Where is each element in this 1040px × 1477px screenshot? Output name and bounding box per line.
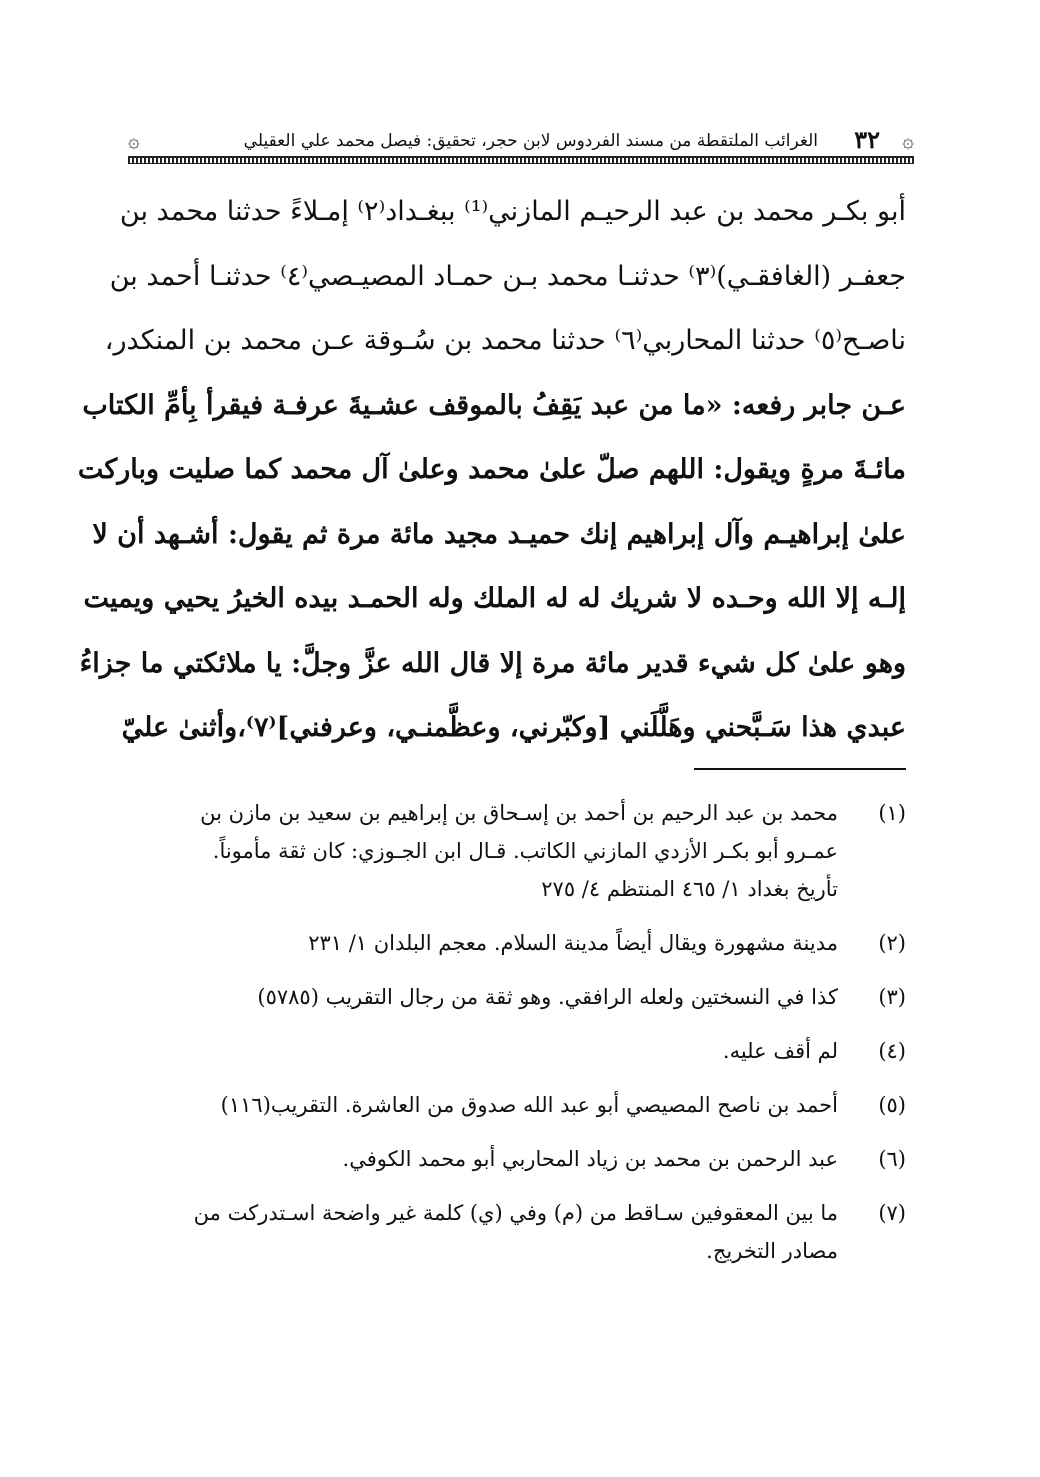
footnote-line: عمـرو أبو بكـر الأزدي المازني الكاتب. قـال ابن الجـوزي: كان ثقة مأموناً. xyxy=(212,839,838,863)
footnote-line: مصادر التخريج. xyxy=(706,1239,838,1263)
footnote-line: أحمد بن ناصح المصيصي أبو عبد الله صدوق من العاشرة. التقريب(١١٦) xyxy=(220,1093,838,1117)
page-number: ٣٢ xyxy=(854,125,880,154)
main-text xyxy=(77,180,906,761)
footnote-number: (١) xyxy=(878,801,906,825)
footnote-number: (٢) xyxy=(878,931,906,955)
footnote-line: كذا في النسختين ولعله الرافقي. وهو ثقة من رجال التقريب (٥٧٨٥) xyxy=(257,985,838,1009)
header-rule xyxy=(128,156,914,164)
footnote-line: محمد بن عبد الرحيم بن أحمد بن إسـحاق بن إبراهيم بن سعيد بن مازن بن xyxy=(200,801,838,825)
ornament-icon: ۞ xyxy=(128,128,140,152)
footnote-line: عبد الرحمن بن محمد بن زياد المحاربي أبو محمد الكوفي. xyxy=(342,1147,838,1171)
text-line: علىٰ إبراهيـم وآل إبراهيم إنك حميـد مجيد مائة مرة ثم يقول: أشـهد أن لا xyxy=(92,518,906,550)
footnote-number: (٦) xyxy=(878,1147,906,1171)
text-line: عبدي هذا سَـبَّحني وهَلَّلَني [وكبّرني، وعظَّمنـي، وعرفني]⁽٧⁾،وأثنىٰ عليّ xyxy=(121,712,906,743)
footnote-line: ما بين المعقوفين سـاقط من (م) وفي (ي) كلمة غير واضحة اسـتدركت من xyxy=(193,1201,838,1225)
footnote-number: (٣) xyxy=(878,985,906,1009)
ornament-icon: ۞ xyxy=(902,128,914,152)
footnote-line: مدينة مشهورة ويقال أيضاً مدينة السلام. معجم البلدان ١/ ٢٣١ xyxy=(308,931,838,955)
text-line: ناصـح⁽٥⁾ حدثنا المحاربي⁽٦⁾ حدثنا محمد بن سُـوقة عـن محمد بن المنكدر، xyxy=(104,325,906,356)
footnote-separator xyxy=(694,768,906,770)
text-line: جعفـر (الغافقـي)⁽٣⁾ حدثنـا محمد بـن حمـاد المصيـصي⁽٤⁾ حدثنـا أحمد بن xyxy=(109,260,906,292)
text-line: مائـةَ مرةٍ ويقول: اللهم صلّ علىٰ محمد وعلىٰ آل محمد كما صليت وباركت xyxy=(77,454,906,485)
footnote-number: (٥) xyxy=(878,1093,906,1117)
footnote-4 xyxy=(136,1032,906,1070)
footnote-number: (٤) xyxy=(878,1039,906,1063)
footnote-7 xyxy=(136,1194,906,1270)
text-line: إلـه إلا الله وحـده لا شريك له له الملك وله الحمـد بيده الخيرُ يحيي ويميت xyxy=(83,583,906,614)
footnote-3 xyxy=(136,978,906,1016)
footnote-1 xyxy=(136,794,906,908)
footnote-line: تأريخ بغداد ١/ ٤٦٥ المنتظم ٤/ ٢٧٥ xyxy=(541,877,838,901)
footnote-6 xyxy=(136,1140,906,1178)
footnote-line: لم أقف عليه. xyxy=(722,1039,838,1063)
footnote-5 xyxy=(136,1086,906,1124)
text-line: عـن جابر رفعه: «ما من عبد يَقِفُ بالموقف عشـيةَ عرفـة فيقرأ بِأمِّ الكتاب xyxy=(82,389,906,421)
footnotes xyxy=(136,794,906,1286)
footnote-2 xyxy=(136,924,906,962)
running-header xyxy=(128,124,914,168)
text-line: وهو علىٰ كل شيء قدير مائة مرة إلا قال الله عزَّ وجلَّ: يا ملائكتي ما جزاءُ xyxy=(79,647,906,679)
text-line: أبو بكـر محمد بن عبد الرحيـم المازني⁽¹⁾ ببغـداد⁽٢⁾ إمـلاءً حدثنا محمد بن xyxy=(119,196,906,227)
footnote-number: (٧) xyxy=(878,1201,906,1225)
running-title: الغرائب الملتقطة من مسند الفردوس لابن حجر، تحقيق: فيصل محمد علي العقيلي xyxy=(243,131,818,151)
